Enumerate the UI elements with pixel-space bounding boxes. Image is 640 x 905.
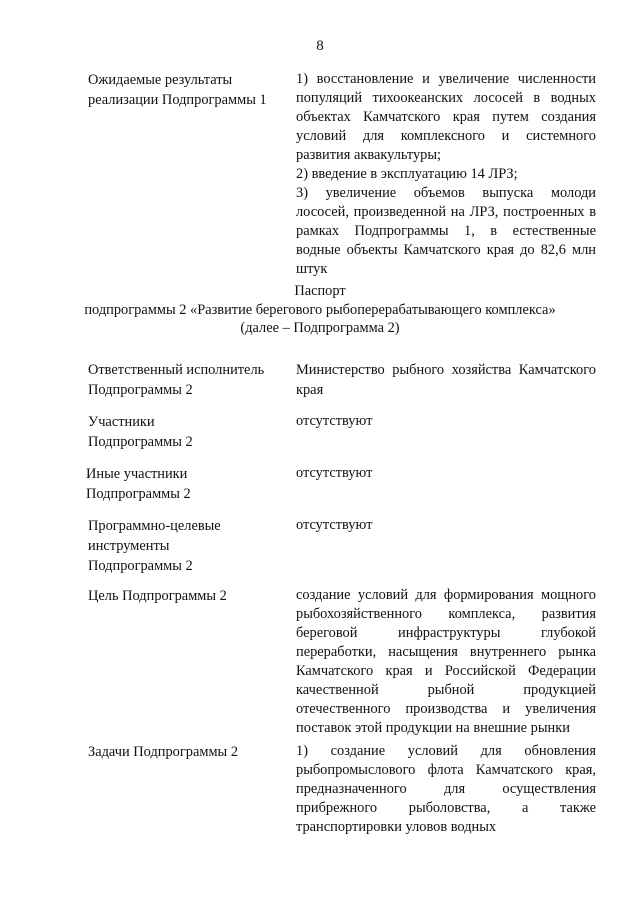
row-value: создание условий для формирования мощного рыбохозяйственного комплекса, развития береговой инфраструктуры глубокой переработки, насыщения внутреннего рынка Камчатского края и Российской Федерации качественной рыбной продукцией отечественного производства и увеличения поставок этой продукции на внешние рынки (296, 587, 596, 736)
row-label (88, 412, 288, 452)
label-line: Подпрограммы 2 (88, 382, 193, 398)
label-line: инструменты (88, 538, 170, 554)
label-line: Ожидаемые результаты (88, 72, 233, 88)
label-line: Задачи Подпрограммы 2 (88, 744, 239, 760)
label-line: Ответственный исполнитель (88, 362, 265, 378)
passport-note: (далее – Подпрограмма 2) (240, 320, 400, 336)
row-label (88, 516, 288, 576)
label-line: Иные участники (86, 466, 188, 482)
label-line: Подпрограммы 2 (88, 434, 193, 450)
row-value: 1) создание условий для обновления рыбопромыслового флота Камчатского края, предназначенного для осуществления прибрежного рыболовства, а также транспортировки уловов водных (296, 743, 596, 835)
passport-heading (60, 282, 580, 338)
label-line: Программно-целевые (88, 518, 221, 534)
row-value: Министерство рыбного хозяйства Камчатского края (296, 362, 596, 398)
expected-results-label (88, 70, 288, 110)
label-line: Участники (88, 414, 155, 430)
result-item: 3) увеличение объемов выпуска молоди лососей, произведенной на ЛРЗ, построенных в рамках Подпрограммы 1, в естественные водные объекты Камчатского края до 82,6 млн штук (296, 185, 596, 277)
label-line: Цель Подпрограммы 2 (88, 588, 227, 604)
expected-results-value (296, 70, 596, 279)
row-label (88, 586, 288, 606)
page-number: 8 (316, 38, 324, 54)
row-value: отсутствуют (296, 465, 373, 481)
passport-subtitle: подпрограммы 2 «Развитие берегового рыбоперерабатывающего комплекса» (84, 301, 556, 318)
row-value: отсутствуют (296, 413, 373, 429)
label-line: реализации Подпрограммы 1 (88, 92, 267, 108)
row-value: отсутствуют (296, 517, 373, 533)
row-label (88, 742, 288, 762)
passport-title: Паспорт (294, 283, 346, 299)
label-line: Подпрограммы 2 (88, 558, 193, 574)
result-item: 1) восстановление и увеличение численности популяций тихоокеанских лососей в водных объектах Камчатского края путем создания условий для комплексного и системного развития аквакультуры; (296, 71, 596, 163)
result-item: 2) введение в эксплуатацию 14 ЛРЗ; (296, 166, 518, 182)
row-label (88, 360, 288, 400)
row-label (86, 464, 286, 504)
label-line: Подпрограммы 2 (86, 486, 191, 502)
